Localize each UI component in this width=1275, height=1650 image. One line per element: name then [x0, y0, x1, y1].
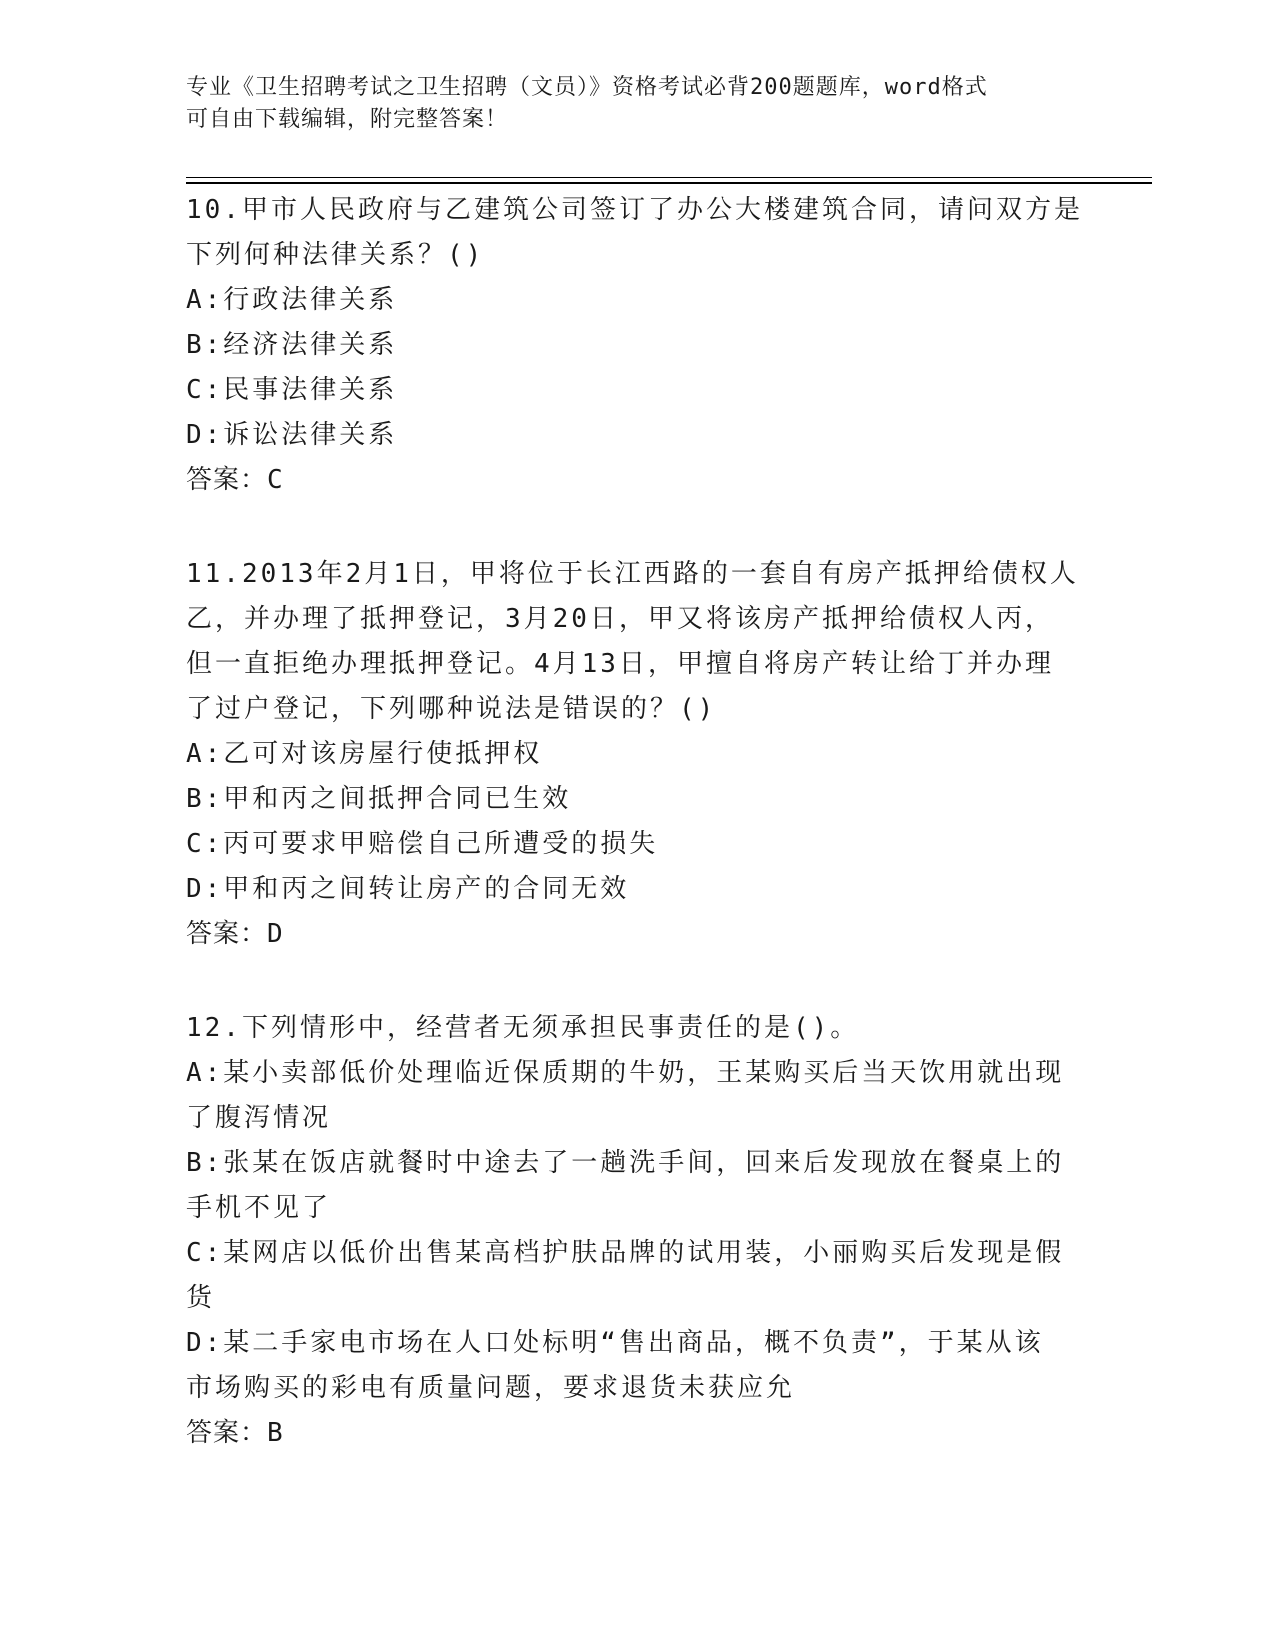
question-stem-line: 了过户登记，下列哪种说法是错误的？(): [186, 694, 717, 724]
question-12: [186, 1006, 1086, 1456]
question-stem-line: 10.甲市人民政府与乙建筑公司签订了办公大楼建筑合同，请问双方是: [186, 195, 1083, 225]
option-b: B:经济法律关系: [186, 330, 398, 360]
question-10: [186, 188, 1086, 503]
option-d: D:诉讼法律关系: [186, 420, 398, 450]
question-stem-line: 11.2013年2月1日，甲将位于长江西路的一套自有房产抵押给债权人: [186, 559, 1079, 589]
option-c-line: 货: [186, 1283, 216, 1313]
question-11: [186, 552, 1086, 957]
option-a: A:乙可对该房屋行使抵押权: [186, 739, 543, 769]
header-divider-thin: [186, 177, 1152, 178]
answer: 答案：C: [186, 465, 284, 495]
option-b-line: B:张某在饭店就餐时中途去了一趟洗手间，回来后发现放在餐桌上的: [186, 1148, 1065, 1178]
option-c-line: C:某网店以低价出售某高档护肤品牌的试用装，小丽购买后发现是假: [186, 1238, 1065, 1268]
option-a-line: 了腹泻情况: [186, 1103, 332, 1133]
option-c: C:丙可要求甲赔偿自己所遭受的损失: [186, 829, 659, 859]
option-d-line: D:某二手家电市场在人口处标明“售出商品，概不负责”，于某从该: [186, 1328, 1044, 1358]
option-c: C:民事法律关系: [186, 375, 398, 405]
answer: 答案：D: [186, 919, 284, 949]
document-header: [186, 72, 1086, 136]
question-stem-line: 但一直拒绝办理抵押登记。4月13日，甲擅自将房产转让给丁并办理: [186, 649, 1054, 679]
option-b: B:甲和丙之间抵押合同已生效: [186, 784, 572, 814]
option-b-line: 手机不见了: [186, 1193, 332, 1223]
question-stem-line: 乙，并办理了抵押登记，3月20日，甲又将该房产抵押给债权人丙，: [186, 604, 1054, 634]
option-a-line: A:某小卖部低价处理临近保质期的牛奶，王某购买后当天饮用就出现: [186, 1058, 1065, 1088]
option-d: D:甲和丙之间转让房产的合同无效: [186, 874, 630, 904]
question-stem-line: 12.下列情形中，经营者无须承担民事责任的是()。: [186, 1013, 860, 1043]
option-a: A:行政法律关系: [186, 285, 398, 315]
answer: 答案：B: [186, 1418, 284, 1448]
option-d-line: 市场购买的彩电有质量问题，要求退货未获应允: [186, 1373, 796, 1403]
header-line-1: 专业《卫生招聘考试之卫生招聘（文员）》资格考试必背200题题库，word格式: [186, 75, 988, 100]
header-divider-thick: [186, 182, 1152, 184]
header-line-2: 可自由下载编辑，附完整答案！: [186, 107, 509, 132]
question-stem-line: 下列何种法律关系？(): [186, 240, 485, 270]
